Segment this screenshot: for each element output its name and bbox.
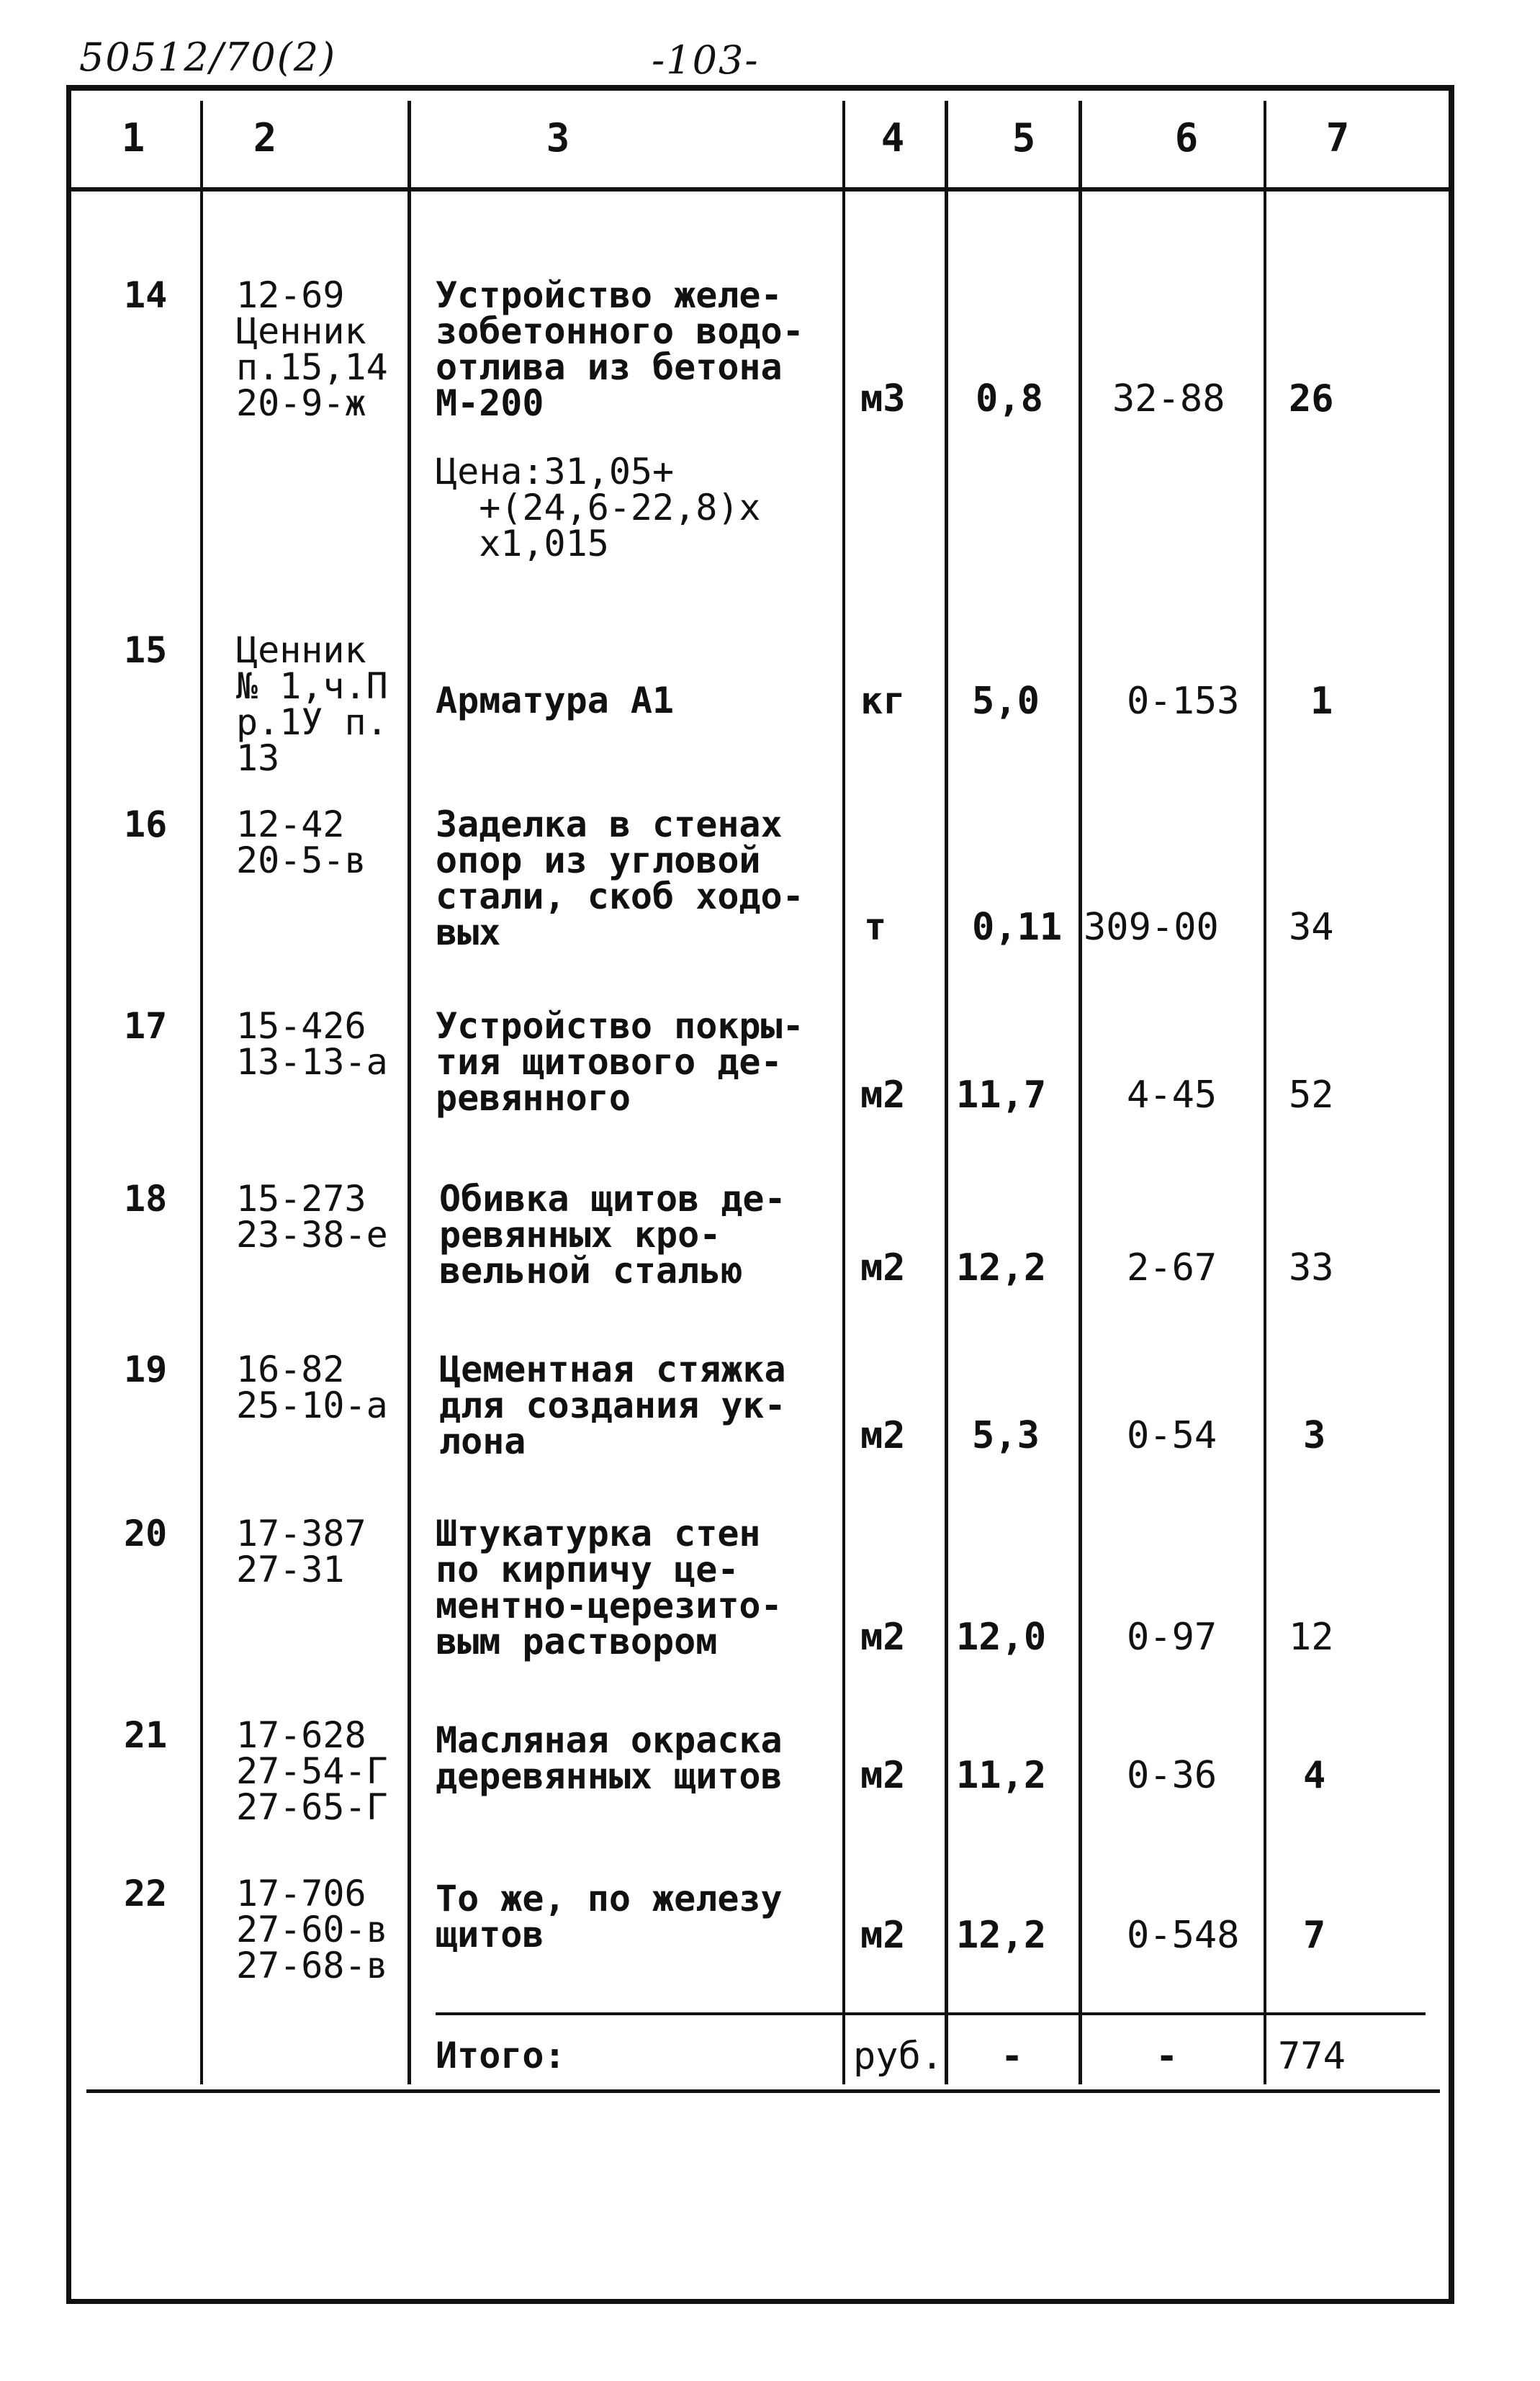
row-code: 12-42 20-5-в: [236, 804, 366, 881]
row-unit: м2: [860, 1616, 906, 1659]
row-unit-price: 2-67: [1127, 1246, 1217, 1289]
totals-overline: [436, 2012, 1426, 2015]
col-divider-6: [1264, 101, 1266, 2084]
row-unit: м2: [860, 1246, 906, 1289]
row-number: 22: [124, 1873, 168, 1914]
row-number: 19: [124, 1349, 168, 1390]
col-divider-3: [842, 101, 845, 2084]
totals-price: -: [1156, 2035, 1179, 2078]
row-unit: м2: [860, 1074, 906, 1117]
row-unit-price: 0-153: [1127, 680, 1240, 723]
frame-bottom: [66, 2299, 1454, 2304]
row-unit-price: 0-548: [1127, 1914, 1240, 1957]
row-code: 17-387 27-31: [236, 1513, 366, 1590]
row-description: Устройство желе- зобетонного водо- отлива из бетона М-200: [436, 274, 804, 424]
col-divider-4: [945, 101, 948, 2084]
row-total: 7: [1303, 1914, 1326, 1957]
row-unit: т: [864, 906, 887, 949]
row-unit-price: 4-45: [1127, 1074, 1217, 1117]
col-divider-5: [1079, 101, 1082, 2084]
row-number: 21: [124, 1714, 168, 1756]
row-description: Обивка щитов де- ревянных кро- вельной сталью: [439, 1178, 786, 1292]
row-quantity: 12,0: [956, 1616, 1047, 1659]
row-code: Ценник № 1,ч.П р.1У п. 13: [236, 629, 388, 779]
row-description: Заделка в стенах опор из угловой стали, скоб ходо- вых: [436, 804, 804, 953]
row-quantity: 5,0: [972, 680, 1040, 723]
row-quantity: 12,2: [956, 1914, 1047, 1957]
header-col-2: 2: [253, 115, 277, 161]
header-col-4: 4: [881, 115, 905, 161]
row-description: Цементная стяжка для создания ук- лона: [439, 1349, 786, 1462]
row-number: 15: [124, 629, 168, 671]
row-code: 17-706 27-60-в 27-68-в: [236, 1873, 388, 1986]
row-quantity: 0,8: [976, 377, 1043, 420]
row-code: 15-426 13-13-а: [236, 1005, 388, 1083]
row-unit: м2: [860, 1414, 906, 1457]
row-total: 3: [1303, 1414, 1326, 1457]
header-col-5: 5: [1012, 115, 1036, 161]
header-col-3: 3: [546, 115, 570, 161]
col-divider-2: [407, 101, 411, 2084]
row-total: 52: [1289, 1074, 1334, 1117]
totals-label: Итого:: [436, 2035, 566, 2076]
row-total: 34: [1289, 906, 1334, 949]
row-number: 18: [124, 1178, 168, 1220]
row-number: 17: [124, 1005, 168, 1047]
row-unit-price: 0-54: [1127, 1414, 1217, 1457]
row-number: 14: [124, 274, 168, 316]
row-unit-price: 309-00: [1084, 906, 1219, 949]
row-description: Масляная окраска деревянных щитов: [436, 1719, 783, 1797]
row-total: 12: [1289, 1616, 1334, 1659]
header-col-1: 1: [121, 115, 145, 161]
row-unit: м2: [860, 1914, 906, 1957]
row-description: То же, по железу щитов: [436, 1878, 783, 1955]
row-description: Штукатурка стен по кирпичу це- ментно-церезито- вым раствором: [436, 1513, 783, 1662]
row-total: 33: [1289, 1246, 1334, 1289]
row-description: Арматура А1: [436, 680, 675, 721]
row-number: 16: [124, 804, 168, 845]
row-unit-price: 0-36: [1127, 1754, 1217, 1797]
row-quantity: 11,2: [956, 1754, 1047, 1797]
totals-quantity: -: [1001, 2035, 1024, 2078]
col-divider-1: [200, 101, 203, 2084]
totals-underline: [86, 2089, 1440, 2093]
header-underline: [66, 187, 1452, 192]
page-number: -103-: [652, 37, 760, 83]
row-total: 1: [1310, 680, 1333, 723]
header-col-7: 7: [1325, 115, 1350, 161]
row-unit-price: 32-88: [1112, 377, 1225, 420]
row-quantity: 5,3: [972, 1414, 1040, 1457]
row-unit-price: 0-97: [1127, 1616, 1217, 1659]
row-quantity: 11,7: [956, 1074, 1047, 1117]
header-col-6: 6: [1174, 115, 1199, 161]
row-unit: кг: [860, 680, 906, 723]
row-quantity: 12,2: [956, 1246, 1047, 1289]
totals-unit: руб.: [853, 2035, 944, 2078]
row-total: 4: [1303, 1754, 1326, 1797]
row-price-note: Цена:31,05+ +(24,6-22,8)х х1,015: [436, 451, 761, 564]
document-code: 50512/70(2): [79, 35, 337, 80]
row-unit: м2: [860, 1754, 906, 1797]
row-code: 15-273 23-38-е: [236, 1178, 388, 1256]
row-code: 16-82 25-10-а: [236, 1349, 388, 1426]
row-total: 26: [1289, 377, 1334, 420]
row-description: Устройство покры- тия щитового де- ревянного: [436, 1005, 804, 1119]
frame-top: [66, 85, 1452, 91]
row-code: 17-628 27-54-Г 27-65-Г: [236, 1714, 388, 1828]
totals-sum: 774: [1278, 2035, 1346, 2078]
frame-right: [1449, 85, 1454, 2304]
row-number: 20: [124, 1513, 168, 1554]
row-code: 12-69 Ценник п.15,14 20-9-ж: [236, 274, 388, 424]
frame-left: [66, 85, 71, 2304]
row-unit: м3: [860, 377, 906, 420]
row-quantity: 0,11: [972, 906, 1063, 949]
